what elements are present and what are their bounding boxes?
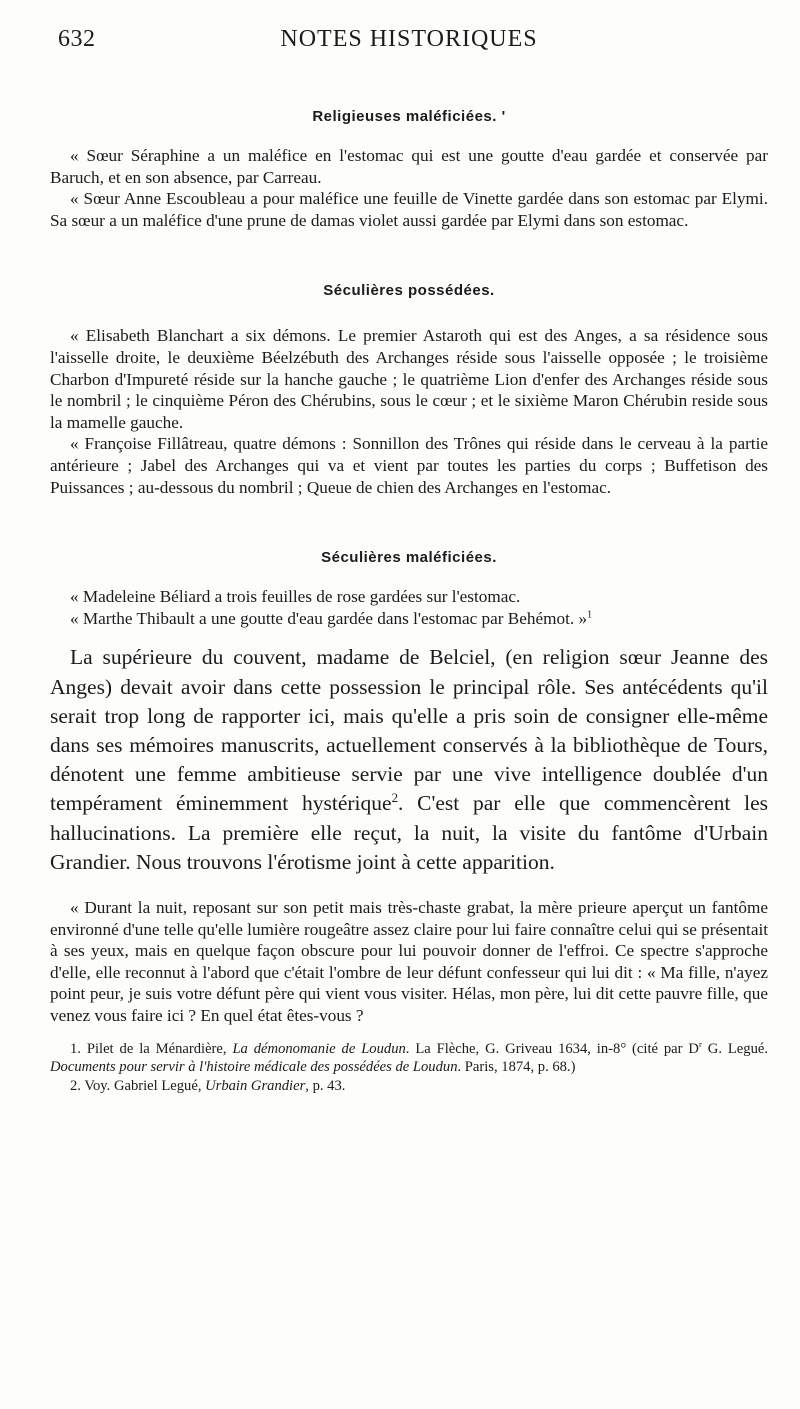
quoted-paragraph bbox=[50, 608, 768, 630]
main-paragraph bbox=[50, 643, 768, 877]
footnote-number: 2. bbox=[70, 1077, 81, 1094]
main-text-part: . C'est par elle que commencèrent les hallucinations. La première elle reçut, la nuit, la visite du fantôme d'Urbain Grandier. Nous trouvons l'érotisme joint à cette apparition. bbox=[50, 791, 769, 874]
quoted-text: « Marthe Thibault a une goutte d'eau gardée dans l'estomac par Behémot. » bbox=[70, 608, 588, 628]
page-header bbox=[58, 26, 760, 66]
footnote-superscript: r bbox=[698, 1038, 702, 1049]
footnote-title: La démonomanie de Loudun bbox=[232, 1040, 406, 1057]
section-heading: Religieuses maléficiées. ' bbox=[312, 108, 506, 125]
quoted-paragraph: « Françoise Fillâtreau, quatre démons : Sonnillon des Trônes qui réside dans le cerveau à la partie antérieure ; Jabel des Archanges qui va et vient par toutes les parties du corps ; Buffetison des Puissances ; au-dessous du nombril ; Queue de chien des Archanges en l'estomac. bbox=[50, 434, 768, 497]
footnote-text: . Paris, 1874, p. 68.) bbox=[457, 1059, 576, 1075]
page-body bbox=[50, 74, 768, 1095]
footnote-text: Pilet de la Ménardière, bbox=[86, 1040, 233, 1057]
main-text-part: La supérieure du couvent, madame de Belciel, (en religion sœur Jeanne des Anges) devait avoir dans cette possession le principal rôle. Ses antécédents qu'il serait trop long de rapporter ici, mais qu'elle a pris soin de consigner elle-même dans ses mémoires manuscrits, actuellement conservés à la bibliothèque de Tours, dénotent une femme ambitieuse servie par une vive intelligence doublée d'un tempérament éminemment hystérique bbox=[50, 645, 768, 816]
footnote-title: Documents pour servir à l'histoire médicale des possédées de Loudun bbox=[50, 1059, 458, 1075]
footnote bbox=[50, 1040, 768, 1077]
quotation-paragraph: « Durant la nuit, reposant sur son petit mais très-chaste grabat, la mère prieure aperçut un fantôme environné d'une telle qu'elle lumière rougeâtre assez claire pour lui faire connaître celui qui se présentait à ses yeux, mais en quelque façon obscure pour lui pouvoir donner de l'effroi. Ce spectre s'approche d'elle, elle reconnut à l'abord que c'était l'ombre de leur défunt confesseur qui lui dit : « Ma fille, n'ayez point peur, je suis votre défunt père qui vient vous visiter. Hélas, mon père, lui dit cette pauvre fille, que venez vous faire ici ? En quel état êtes-vous ? bbox=[50, 897, 768, 1025]
footnotes bbox=[50, 1040, 768, 1096]
footnote-title: Urbain Grandier bbox=[205, 1077, 306, 1094]
footnote bbox=[50, 1077, 768, 1096]
quoted-paragraph: « Madeleine Béliard a trois feuilles de rose gardées sur l'estomac. bbox=[70, 587, 521, 607]
footnote-number: 1. bbox=[70, 1040, 81, 1057]
footnote-text: , p. 43. bbox=[305, 1077, 346, 1094]
running-title: NOTES HISTORIQUES bbox=[280, 26, 538, 52]
quoted-paragraph: « Sœur Séraphine a un maléfice en l'estomac qui est une goutte d'eau gardée et conservée par Baruch, et en son absence, par Carreau. bbox=[50, 146, 768, 187]
page-number: 632 bbox=[58, 26, 96, 52]
footnote-mark: 1 bbox=[587, 608, 593, 620]
section-heading: Séculières maléficiées. bbox=[321, 549, 497, 567]
quoted-paragraph: « Sœur Anne Escoubleau a pour maléfice une feuille de Vinette gardée dans son estomac par Elymi. Sa sœur a un maléfice d'une prune de damas violet aussi gardée par Elymi dans son estomac. bbox=[50, 189, 768, 230]
footnote-text: G. Legué. bbox=[701, 1040, 768, 1057]
quoted-paragraph: « Elisabeth Blanchart a six démons. Le premier Astaroth qui est des Anges, a sa résidence sous l'aisselle droite, le deuxième Béelzébuth des Archanges réside sous l'aisselle opposée ; le troisième Charbon d'Impureté réside sur la hanche gauche ; le quatrième Lion d'enfer des Archanges réside sous le nombril ; le cinquième Péron des Chérubins, sous le cœur ; et le sixième Maron Chérubin reside sous la mamelle gauche. bbox=[50, 326, 768, 432]
footnote-text: . La Flèche, G. Griveau 1634, in-8° (cité par D bbox=[405, 1040, 699, 1057]
footnote-text: Voy. Gabriel Legué, bbox=[84, 1077, 206, 1094]
footnote-mark: 2 bbox=[391, 791, 399, 806]
section-heading: Séculières possédées. bbox=[323, 282, 495, 300]
